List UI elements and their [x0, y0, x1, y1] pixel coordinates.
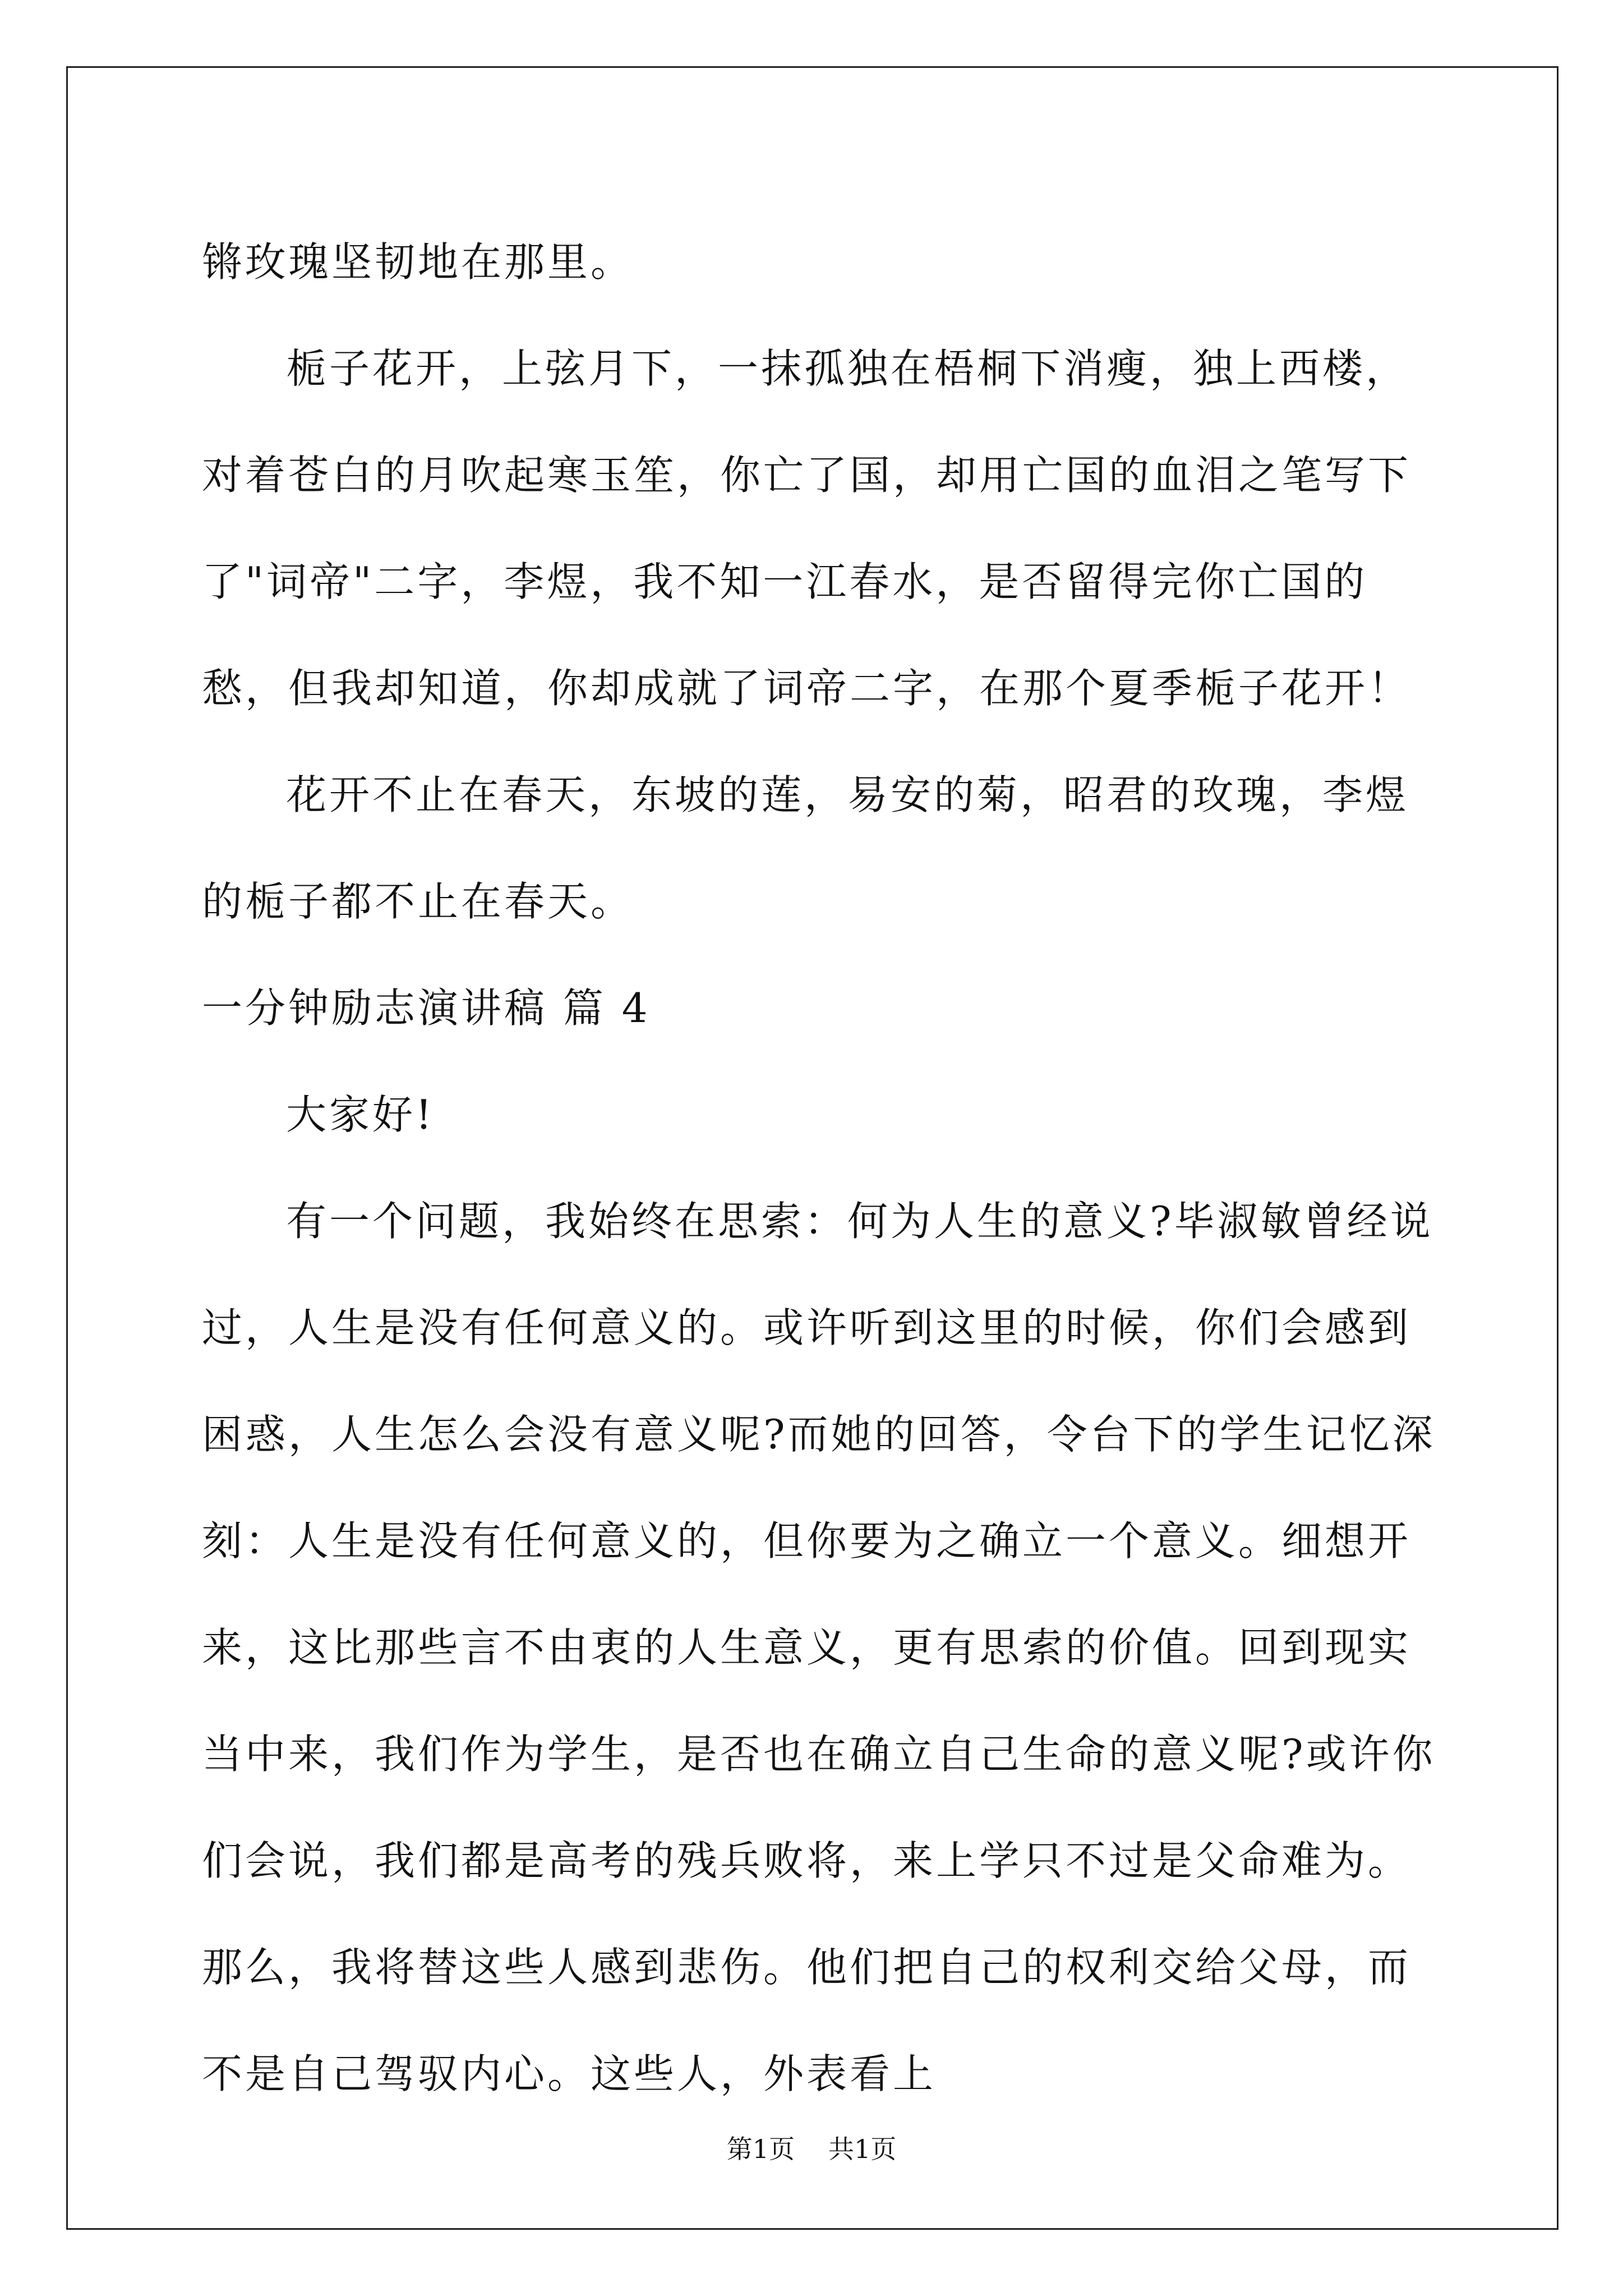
paragraph-flowers: 花开不止在春天，东坡的莲，易安的菊，昭君的玫瑰，李煜的栀子都不止在春天。: [202, 771, 1409, 925]
paragraph-meaning-of-life: 有一个问题，我始终在思索：何为人生的意义?毕淑敏曾经说过，人生是没有任何意义的。或许听到这里的时候，你们会感到困惑，人生怎么会没有意义呢?而她的回答，令台下的学生记忆深刻：人生是没有任何意义的，但你要为之确立一个意义。细想开来，这比那些言不由衷的人生意义，更有思索的价值。回到现实当中来，我们作为学生，是否也在确立自己生命的意义呢?或许你们会说，我们都是高考的残兵败将，来上学只不过是父命难为。那么，我将替这些人感到悲伤。他们把自己的权利交给父母，而不是自己驾驭内心。这些人，外表看上: [202, 1198, 1436, 2097]
page-footer: [0, 2129, 1623, 2166]
document-body: [202, 209, 1436, 2127]
paragraph-continuation: 锵玫瑰坚韧地在那里。: [202, 238, 634, 286]
paragraph-gardenia: 栀子花开，上弦月下，一抹孤独在梧桐下消瘦，独上西楼，对着苍白的月吹起寒玉笙，你亡了国，却用亡国的血泪之笔写下了"词帝"二字，李煜，我不知一江春水，是否留得完你亡国的愁，但我却知道，你却成就了词帝二字，在那个夏季栀子花开！: [202, 345, 1412, 712]
page-number: 第1页: [726, 2134, 795, 2164]
page-total: 共1页: [828, 2134, 897, 2164]
section-heading: 一分钟励志演讲稿 篇 4: [202, 984, 651, 1032]
paragraph-greeting: 大家好!: [286, 1091, 435, 1138]
